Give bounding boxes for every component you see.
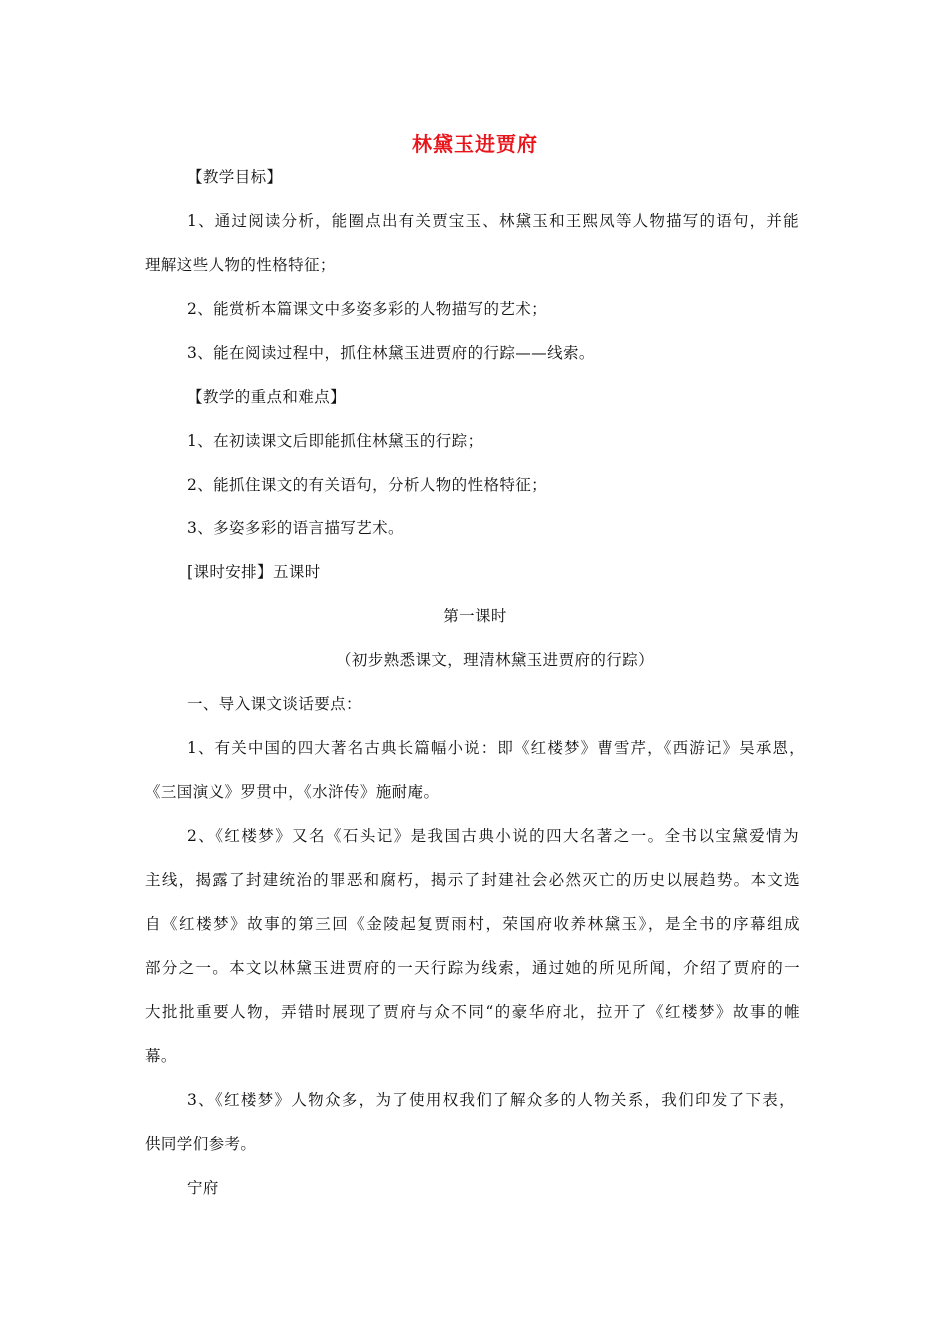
paragraph-3-line-1: 3、《红楼梦》人物众多，为了使用权我们了解众多的人物关系，我们印发了下表， xyxy=(187,1091,795,1109)
goal-item-1-line-2: 理解这些人物的性格特征； xyxy=(145,256,336,274)
paragraph-2-line-5: 大批批重要人物，弄错时展现了贾府与众不同“的豪华府北，拉开了《红楼梦》故事的帷 xyxy=(145,1003,800,1021)
paragraph-1-line-2: 《三国演义》罗贯中，《水浒传》施耐庵。 xyxy=(145,783,440,801)
goals-heading: 【教学目标】 xyxy=(187,168,283,186)
schedule-line: [课时安排】五课时 xyxy=(187,563,321,581)
goal-item-1-line-1: 1、通过阅读分析，能圈点出有关贾宝玉、林黛玉和王熙凤等人物描写的语句，并能 xyxy=(187,212,799,230)
key-point-2: 2、能抓住课文的有关语句，分析人物的性格特征； xyxy=(187,476,548,494)
paragraph-1-line-1: 1、有关中国的四大著名古典长篇幅小说：即《红楼梦》曹雪芹，《西游记》吴承恩， xyxy=(187,739,805,757)
paragraph-3-line-2: 供同学们参考。 xyxy=(145,1135,257,1153)
document-title: 林黛玉进贾府 xyxy=(412,132,538,156)
paragraph-2-line-3: 自《红楼梦》故事的第三回《金陵起复贾雨村，荣国府收养林黛玉》，是全书的序幕组成 xyxy=(145,915,800,933)
goal-item-2: 2、能赏析本篇课文中多姿多彩的人物描写的艺术； xyxy=(187,300,548,318)
key-point-3: 3、多姿多彩的语言描写艺术。 xyxy=(187,519,404,537)
section-heading: 一、导入课文谈话要点： xyxy=(187,695,362,713)
table-label: 宁府 xyxy=(187,1179,219,1197)
paragraph-2-line-1: 2、《红楼梦》又名《石头记》是我国古典小说的四大名著之一。全书以宝黛爱情为 xyxy=(187,827,799,845)
paragraph-2-line-2: 主线，揭露了封建统治的罪恶和腐朽，揭示了封建社会必然灭亡的历史以展趋势。本文选 xyxy=(145,871,800,889)
lesson-heading: 第一课时 xyxy=(443,607,507,625)
paragraph-2-line-4: 部分之一。本文以林黛玉进贾府的一天行踪为线索，通过她的所见所闻，介绍了贾府的一 xyxy=(145,959,800,977)
key-point-1: 1、在初读课文后即能抓住林黛玉的行踪； xyxy=(187,432,484,450)
key-points-heading: 【教学的重点和难点】 xyxy=(187,388,347,406)
lesson-subheading: （初步熟悉课文，理清林黛玉进贾府的行踪） xyxy=(335,651,654,669)
goal-item-3: 3、能在阅读过程中，抓住林黛玉进贾府的行踪——线索。 xyxy=(187,344,595,362)
paragraph-2-line-6: 幕。 xyxy=(145,1047,177,1065)
